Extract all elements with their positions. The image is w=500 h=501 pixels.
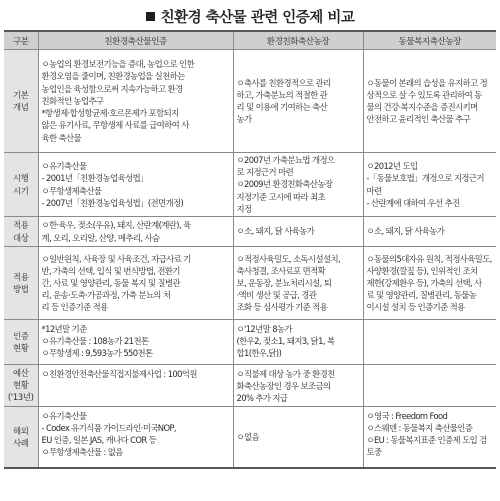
header-eco-livestock-cert: 친환경축산물인증 (38, 31, 233, 50)
cell-line: ㅇ무항생제축산물 (41, 185, 102, 196)
row-overseas (4, 406, 496, 468)
cell-line: 지정기준 고시에 따라 최초 (236, 191, 326, 202)
row-header-method (4, 247, 38, 320)
cell-line: ㅇ직불제 대상 농가 중 환경친 (236, 369, 335, 380)
cell-overseas-eco-friendly-farm (233, 406, 363, 468)
row-concept (4, 50, 496, 153)
cell-line: 토중 (366, 447, 382, 458)
cell-line: 하고, 가축분뇨의 적절한 관 (236, 89, 328, 100)
cell-line: ㅇEU : 동물복지표준 인증제 도입 검 (366, 435, 487, 446)
cell-line: 보, 운동장, 분뇨처리시설, 퇴 (236, 277, 332, 288)
cell-line: 합1(한우,닭)) (236, 348, 282, 359)
row-header-line: 시행 (12, 173, 29, 184)
cell-line: 농업인을 육성함으로써 지속가능하고 환경 (41, 83, 183, 94)
cell-line: 친화적인 농업추구 (41, 95, 104, 106)
cell-line: 축사청결, 조사료포 면적확 (236, 265, 326, 276)
cell-line: ㅇ친환경안전축산물직접지불제사업 : 100억원 (41, 369, 197, 380)
row-header-line: 개념 (12, 102, 29, 112)
cell-line: ㅇ일반원칙, 사육장 및 사육조건, 자급사료 기 (41, 253, 191, 264)
cell-line: 물의 건강·복지수준을 증진시키며 (366, 102, 478, 112)
cell-line: 20% 추가 지급 (236, 393, 288, 404)
cell-line: ㅇ무항생제 : 9,593농가 550천톤 (41, 348, 153, 359)
cell-line: 이시설 설치 등 인증기준 적용 (366, 302, 465, 313)
cell-line: ·액비 생산 및 공급, 경관 (236, 290, 317, 301)
header-animal-welfare-farm: 동물복지축산농장 (363, 31, 496, 50)
cell-line: EU 인증, 일본 JAS, 캐나다 COR 등 (41, 435, 157, 446)
cell-line: ㅇ유기축산물 (41, 161, 87, 172)
row-method (4, 247, 496, 320)
row-header-line: 방법 (12, 284, 29, 295)
cell-line: ㅇ축사를 친환경적으로 관리 (236, 77, 331, 88)
cell-target-eco-livestock-cert (38, 217, 233, 247)
cell-start-date-eco-friendly-farm (233, 153, 363, 217)
cell-line: 제한(강제환우 등), 가축의 선택, 사 (366, 277, 482, 288)
cell-target-eco-friendly-farm (233, 217, 363, 247)
header-category: 구분 (4, 31, 38, 50)
row-header-line: 현황 (12, 380, 29, 391)
cell-target-animal-welfare-farm (363, 217, 496, 247)
cell-line: 않은 유기사료, 무항생제 사료를 급여하여 사 (41, 120, 189, 131)
row-header-line: 현황 (12, 343, 29, 354)
cell-status-eco-livestock-cert (38, 320, 233, 365)
cell-line: ㅇ적정사육밀도, 소독시설설치, (236, 253, 341, 264)
cell-line: 로 지정근거 마련 (236, 167, 294, 178)
cell-line: (한우2, 젖소1, 돼지3, 닭1, 복 (236, 336, 335, 347)
cell-line: ㅇ영국 : Freedom Food (366, 410, 448, 421)
cell-line: 마련 (366, 185, 382, 196)
cell-budget-eco-livestock-cert (38, 365, 233, 407)
cell-line: 농가 (236, 114, 252, 125)
cell-concept-eco-livestock-cert (38, 50, 233, 153)
cell-line: ㅇ소, 돼지, 닭 사육농가 (236, 226, 315, 237)
cell-method-animal-welfare-farm (363, 247, 496, 320)
cell-line: ㅇ2012년 도입 (366, 161, 418, 172)
cell-line: 지정 (236, 203, 252, 214)
cell-line: ㅇ유기축산물 (41, 410, 87, 421)
cell-line: ㅇ스웨덴 : 동물복지 축산물인증 (366, 422, 473, 433)
cell-start-date-animal-welfare-farm (363, 153, 496, 217)
cell-line: 료 및 영양관리, 질병관리, 동물농 (366, 290, 477, 301)
cell-line: ㅇ'12년말 8농가 (236, 324, 292, 335)
cell-overseas-animal-welfare-farm (363, 406, 496, 468)
cell-line: 화축산농장인 경우 보조금의 (236, 381, 331, 392)
cell-line: - Codex 유기식품 가이드라인·미국NOP, (41, 422, 176, 433)
cell-line: 리 및 이용에 기여하는 축산 (236, 102, 328, 112)
cell-line: ㅇ2007년 가축분뇨법 개정으 (236, 155, 335, 165)
cell-method-eco-livestock-cert (38, 247, 233, 320)
row-header-line: ('13년) (7, 392, 34, 403)
cell-line: 리, 운송·도축·가공과정, 가축 분뇨의 처 (41, 290, 171, 301)
cell-line: ㅇ없음 (236, 431, 259, 442)
row-header-concept (4, 50, 38, 153)
row-header-status (4, 320, 38, 365)
cell-line: -「동물보호법」개정으로 지정근거 (366, 173, 484, 184)
row-header-line: 예산 (12, 368, 29, 379)
row-target (4, 217, 496, 247)
cell-line: *항생제·합성항균제·호르몬제가 포함되지 (41, 108, 179, 119)
cell-line: *12년말 기준 (41, 324, 87, 335)
document-title (0, 6, 500, 27)
cell-line: ㅇ동물이 본래의 습성을 유지하고 정 (366, 77, 488, 88)
cell-line: 계, 오리, 오리알, 산양, 메추리, 사슴 (41, 232, 160, 243)
cell-line: 간, 사료 및 영양관리, 동물 복지 및 질병관 (41, 277, 180, 288)
row-header-line: 인증 (12, 330, 29, 341)
cell-budget-animal-welfare-farm (363, 365, 496, 407)
cell-line: ㅇ한·육우, 젖소(우유), 돼지, 산란계(계란), 육 (41, 220, 191, 231)
header-row (4, 31, 496, 50)
cell-line: 조화 등 심사평가 기준 적용 (236, 302, 328, 313)
row-header-budget (4, 365, 38, 407)
cell-line: ㅇ2009년 환경친화축산농장 (236, 179, 333, 190)
row-header-line: 대상 (12, 232, 29, 243)
cell-line: 환경오염을 줄이며, 친환경농업을 실천하는 (41, 71, 185, 82)
cell-overseas-eco-livestock-cert (38, 406, 233, 468)
cell-line: ㅇ동물의5대자유 원칙, 적정사육밀도, (366, 253, 492, 264)
cell-budget-eco-friendly-farm (233, 365, 363, 407)
square-bullet-icon (146, 12, 155, 21)
cell-line: ㅇ소, 돼지, 닭 사육농가 (366, 226, 445, 237)
header-eco-friendly-farm: 환경친화축산농장 (233, 31, 363, 50)
row-header-line: 사례 (12, 437, 29, 448)
cell-status-eco-friendly-farm (233, 320, 363, 365)
cell-line: ㅇ농업의 환경보전기능을 증대, 농업으로 인한 (41, 59, 195, 70)
cell-line: 육한 축산물 (41, 132, 82, 143)
cell-method-eco-friendly-farm (233, 247, 363, 320)
row-header-overseas (4, 406, 38, 468)
row-status (4, 320, 496, 365)
cell-line: 안전하고 윤리적인 축산물 추구 (366, 114, 471, 125)
cell-line: 사양환경(깔짚 등), 인위적인 조치 (366, 265, 478, 276)
comparison-table (4, 30, 496, 469)
cell-line: 반, 가축의 선택, 입식 및 번식방법, 전환기 (41, 265, 180, 276)
cell-line: ㅇ유기축산물 : 108농가 21천톤 (41, 336, 149, 347)
row-header-target (4, 217, 38, 247)
cell-line: 리 등 인증기준 적용 (41, 302, 108, 313)
row-start-date (4, 153, 496, 217)
cell-concept-eco-friendly-farm (233, 50, 363, 153)
row-header-line: 적용 (12, 271, 29, 282)
cell-line: 상적으로 살 수 있도록 관리하여 동 (366, 89, 482, 100)
row-budget (4, 365, 496, 407)
cell-concept-animal-welfare-farm (363, 50, 496, 153)
cell-line: - 2001년「친환경농업육성법」 (41, 173, 148, 184)
row-header-line: 시기 (12, 185, 29, 196)
title-text: 친환경 축산물 관련 인증제 비교 (160, 10, 355, 26)
cell-start-date-eco-livestock-cert (38, 153, 233, 217)
cell-status-animal-welfare-farm (363, 320, 496, 365)
cell-line: ㅇ무항생제축산물 : 없음 (41, 447, 123, 458)
row-header-line: 기본 (12, 89, 29, 100)
row-header-line: 해외 (12, 425, 29, 436)
cell-line: - 산란계에 대하여 우선 추진 (366, 197, 460, 208)
cell-line: - 2007년「친환경농업육성법」(전면개정) (41, 197, 184, 208)
row-header-line: 적용 (12, 220, 29, 231)
row-header-start-date (4, 153, 38, 217)
